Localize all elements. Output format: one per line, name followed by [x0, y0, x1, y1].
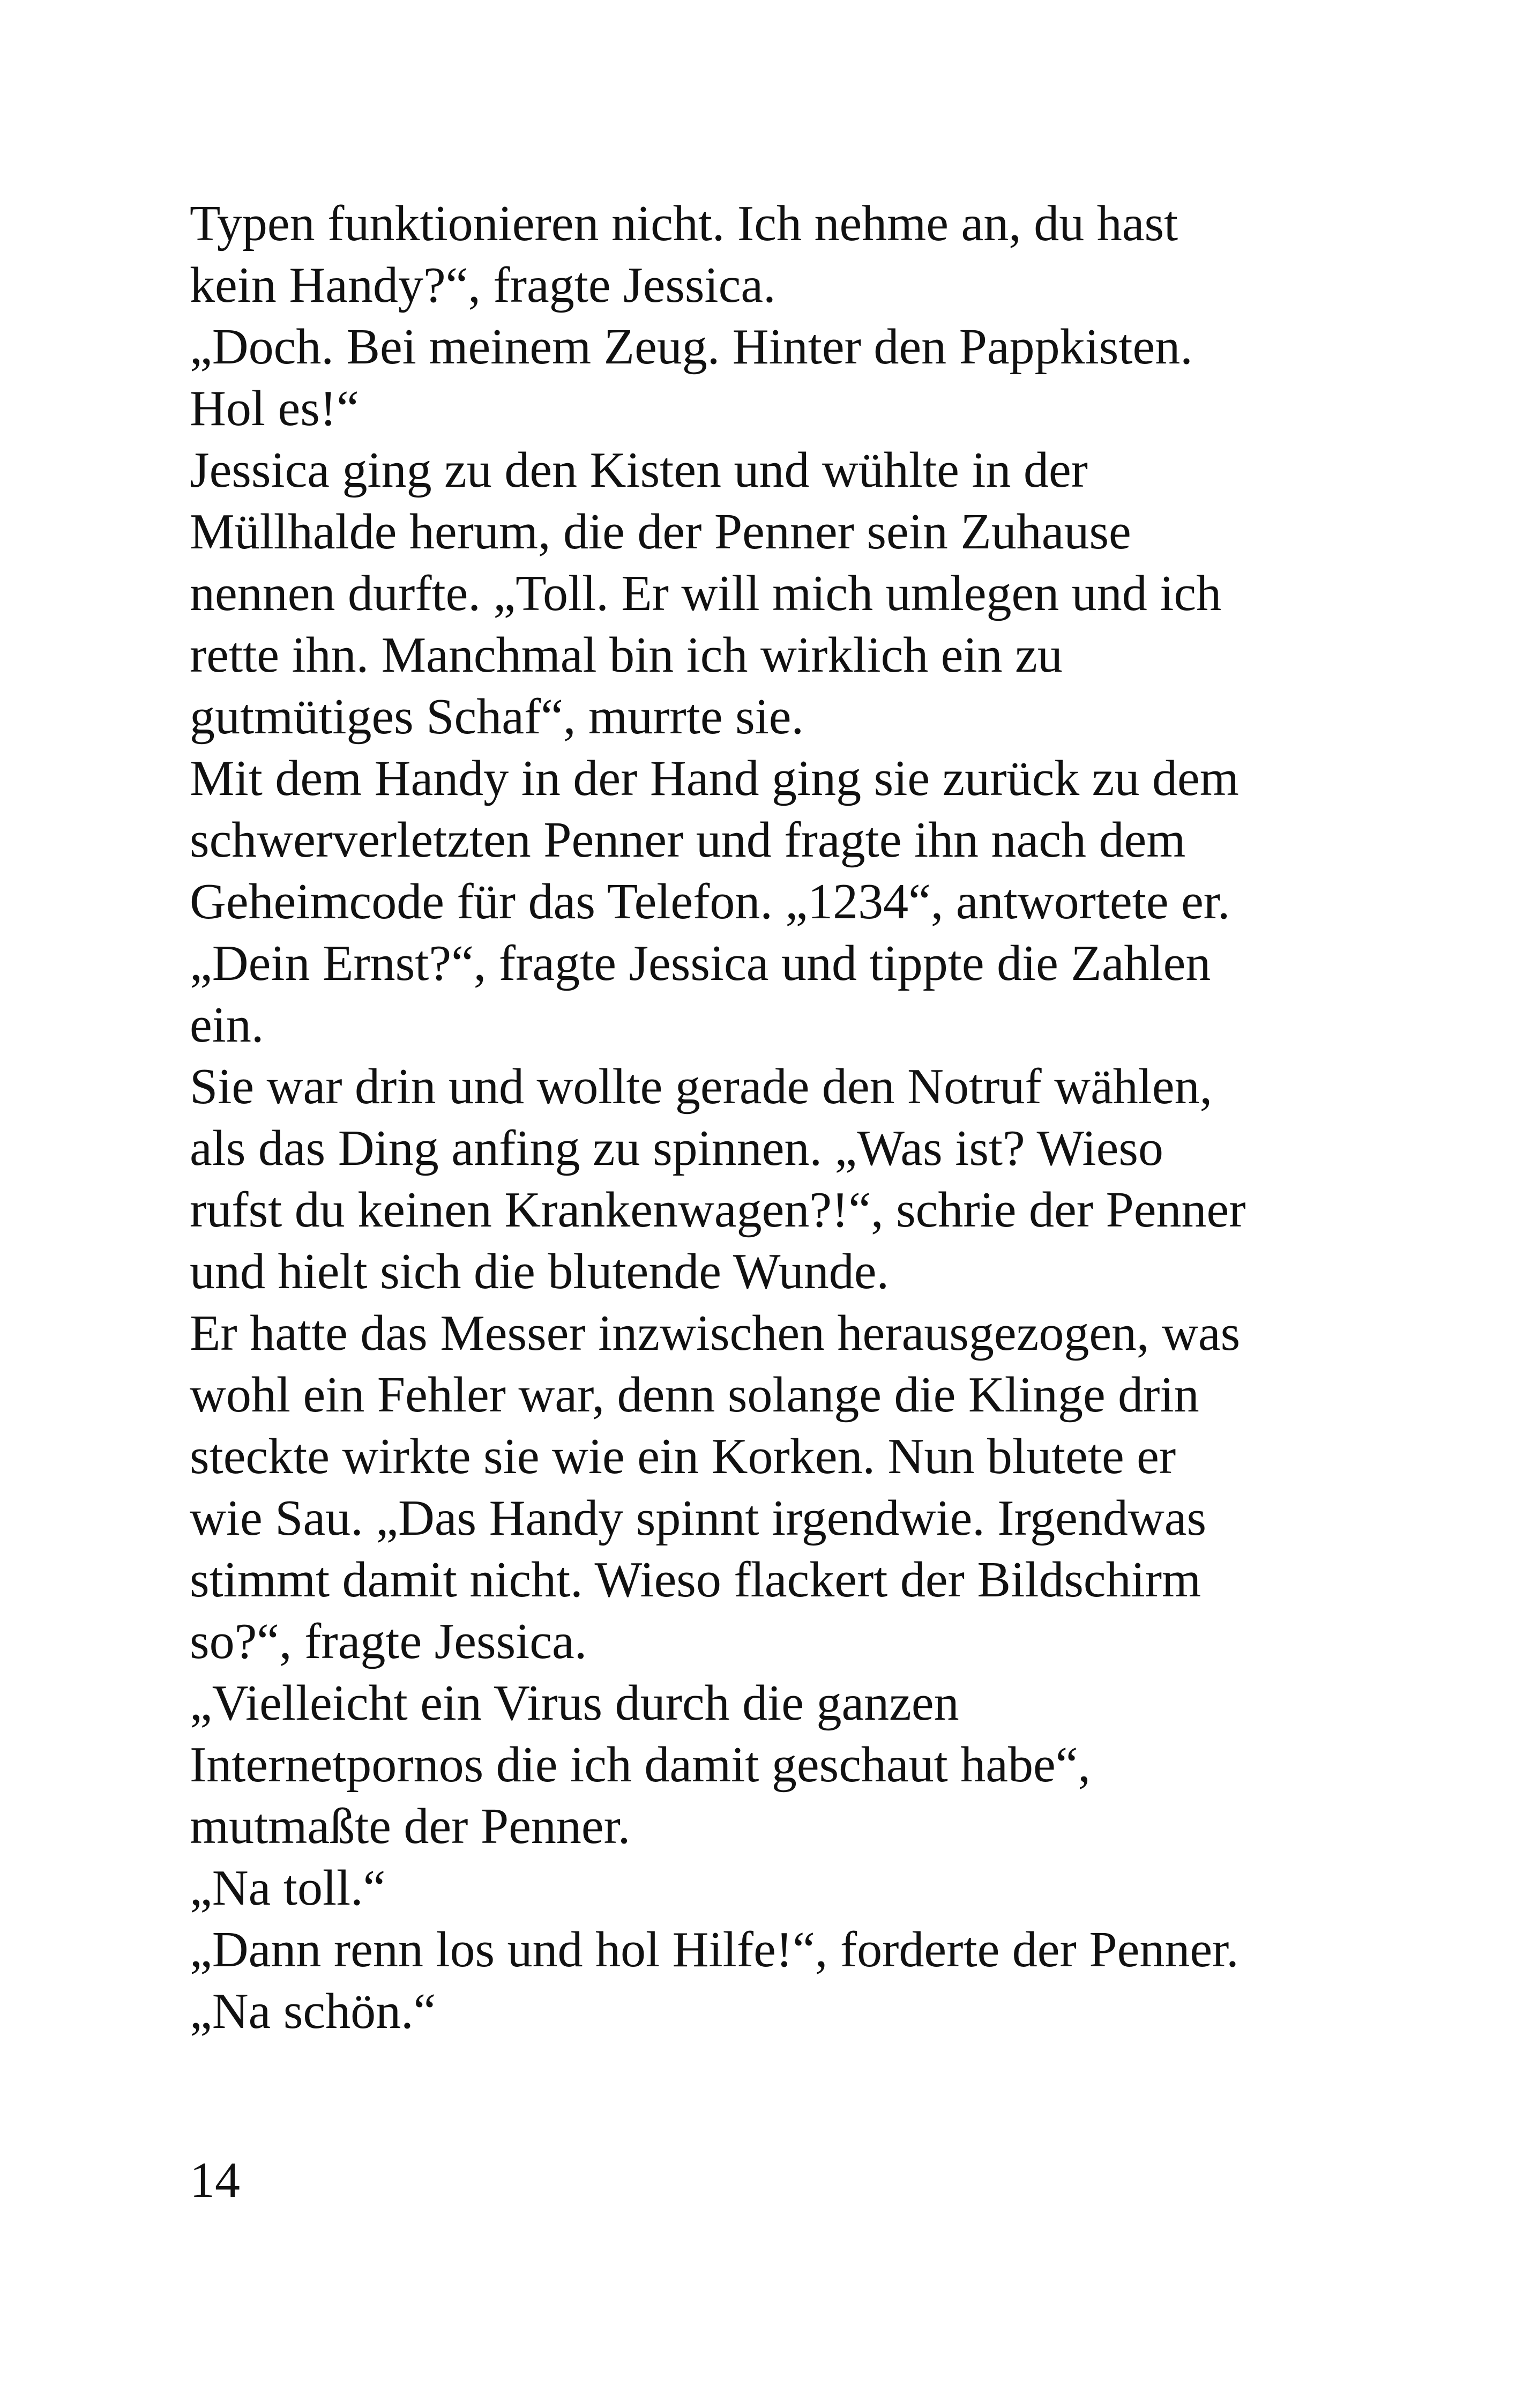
body-text	[190, 193, 1369, 2042]
text-line: und hielt sich die blutende Wunde.	[190, 1244, 889, 1299]
text-line: Typen funktionieren nicht. Ich nehme an, du hast	[190, 196, 1178, 251]
text-line: „Dein Ernst?“, fragte Jessica und tippte die Zahlen	[190, 935, 1211, 991]
text-line: nennen durfte. „Toll. Er will mich umlegen und ich	[190, 566, 1222, 621]
text-line: mutmaßte der Penner.	[190, 1798, 631, 1854]
text-line: so?“, fragte Jessica.	[190, 1614, 587, 1669]
text-line: schwerverletzten Penner und fragte ihn nach dem	[190, 812, 1186, 868]
text-line: ein.	[190, 997, 264, 1053]
text-line: Er hatte das Messer inzwischen herausgezogen, was	[190, 1305, 1241, 1361]
text-line: Jessica ging zu den Kisten und wühlte in der	[190, 442, 1088, 498]
text-line: Sie war drin und wollte gerade den Notruf wählen,	[190, 1059, 1213, 1114]
text-line: kein Handy?“, fragte Jessica.	[190, 257, 776, 313]
text-line: wie Sau. „Das Handy spinnt irgendwie. Irgendwas	[190, 1490, 1207, 1546]
text-line: „Na schön.“	[190, 1983, 436, 2039]
text-line: Hol es!“	[190, 381, 359, 436]
text-line: gutmütiges Schaf“, murrte sie.	[190, 689, 804, 745]
page-number: 14	[190, 2152, 240, 2208]
text-line: Mit dem Handy in der Hand ging sie zurück zu dem	[190, 750, 1239, 806]
text-line: „Na toll.“	[190, 1860, 386, 1916]
text-line: Müllhalde herum, die der Penner sein Zuhause	[190, 504, 1131, 560]
text-line: stimmt damit nicht. Wieso flackert der Bildschirm	[190, 1552, 1201, 1608]
text-line: steckte wirkte sie wie ein Korken. Nun blutete er	[190, 1429, 1176, 1484]
text-line: „Vielleicht ein Virus durch die ganzen	[190, 1675, 959, 1731]
text-line: wohl ein Fehler war, denn solange die Klinge drin	[190, 1367, 1199, 1423]
text-line: „Dann renn los und hol Hilfe!“, forderte der Penner.	[190, 1922, 1239, 1978]
text-line: „Doch. Bei meinem Zeug. Hinter den Pappkisten.	[190, 319, 1193, 375]
text-line: Internetpornos die ich damit geschaut habe“,	[190, 1737, 1091, 1793]
text-line: rufst du keinen Krankenwagen?!“, schrie der Penner	[190, 1182, 1246, 1238]
text-line: rette ihn. Manchmal bin ich wirklich ein zu	[190, 627, 1063, 683]
text-line: Geheimcode für das Telefon. „1234“, antwortete er.	[190, 874, 1230, 930]
text-line: als das Ding anfing zu spinnen. „Was ist? Wieso	[190, 1120, 1163, 1176]
